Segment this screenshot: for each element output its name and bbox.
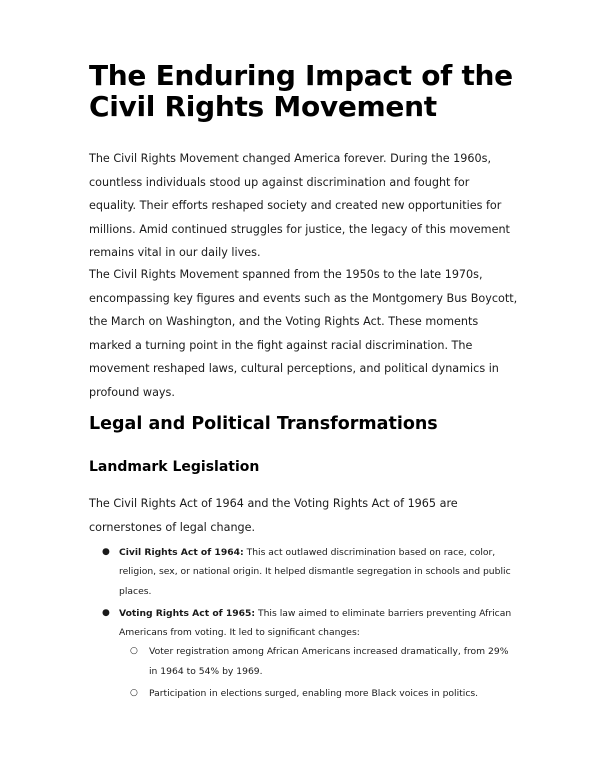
intro-paragraph-1: The Civil Rights Movement changed America forever. During the 1960s, countless individuals stood up against discrimination and fought for equality. Their efforts reshaped society and created new opportunities for millions. Amid continued struggles for justice, the legacy of this movement remains vital in our daily lives. xyxy=(89,152,510,259)
sub-list-item-text: Voter registration among African Americans increased dramatically, from 29% in 1964 to 54% by 1969. xyxy=(149,646,509,677)
list-item-term: Civil Rights Act of 1964: xyxy=(119,547,244,558)
document-title: The Enduring Impact of the Civil Rights Movement xyxy=(89,59,513,123)
hollow-bullet-icon: ○ xyxy=(130,688,138,699)
section-lead-paragraph: The Civil Rights Act of 1964 and the Voting Rights Act of 1965 are cornerstones of legal change. xyxy=(89,497,458,534)
list-item xyxy=(89,604,519,703)
legislation-list xyxy=(89,543,519,703)
bullet-icon: ● xyxy=(102,547,110,557)
intro-paragraph-2: The Civil Rights Movement spanned from the 1950s to the late 1970s, encompassing key figures and events such as the Montgomery Bus Boycott, the March on Washington, and the Voting Rights Act. These moments marked a turning point in the fight against racial discrimination. The movement reshaped laws, cultural perceptions, and political dynamics in profound ways. xyxy=(89,268,518,399)
bullet-icon: ● xyxy=(102,607,110,618)
list-item-term: Voting Rights Act of 1965: xyxy=(119,607,256,619)
sub-list-item xyxy=(119,684,519,703)
list-item-text: This act outlawed discrimination based on race, color, religion, sex, or national origin. It helped dismantle segregation in schools and public places. xyxy=(119,547,511,597)
sub-list-item xyxy=(119,642,519,681)
sub-list-item-text: Participation in elections surged, enabling more Black voices in politics. xyxy=(149,688,479,700)
list-item xyxy=(89,543,519,601)
hollow-bullet-icon: ○ xyxy=(130,646,138,657)
section-subheading: Landmark Legislation xyxy=(89,459,260,475)
section-heading: Legal and Political Transformations xyxy=(89,414,438,434)
list-item-text: This law aimed to eliminate barriers preventing African Americans from voting. It led to significant changes: xyxy=(119,607,512,639)
sub-list xyxy=(119,642,519,703)
